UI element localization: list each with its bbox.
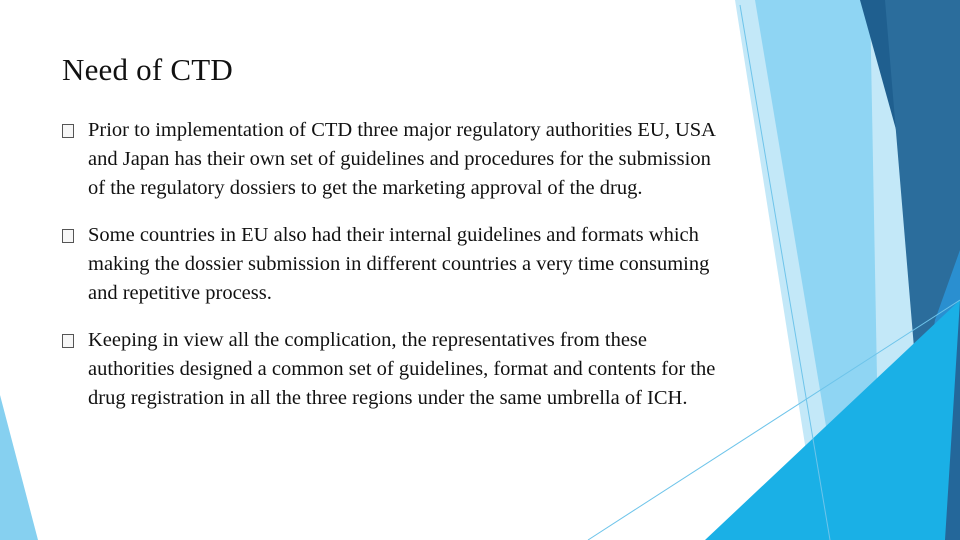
bullet-item — [62, 221, 722, 308]
bullet-square-icon — [62, 334, 74, 348]
bullet-square-icon — [62, 229, 74, 243]
bullet-list — [62, 116, 722, 431]
bullet-item — [62, 116, 722, 203]
left-light-band — [0, 395, 38, 540]
bullet-text: Keeping in view all the complication, the representatives from these authorities designed a common set of guidelines, format and contents for the drug registration in all the three regions under the same umbrella of ICH. — [88, 329, 716, 409]
bullet-item — [62, 326, 722, 413]
bullet-text: Prior to implementation of CTD three major regulatory authorities EU, USA and Japan has their own set of guidelines and procedures for the submission of the regulatory dossiers to get the marketing approval of the drug. — [88, 119, 715, 199]
slide-title: Need of CTD — [62, 52, 233, 87]
bullet-text: Some countries in EU also had their internal guidelines and formats which making the dossier submission in different countries a very time consuming and repetitive process. — [88, 224, 710, 304]
bullet-square-icon — [62, 124, 74, 138]
